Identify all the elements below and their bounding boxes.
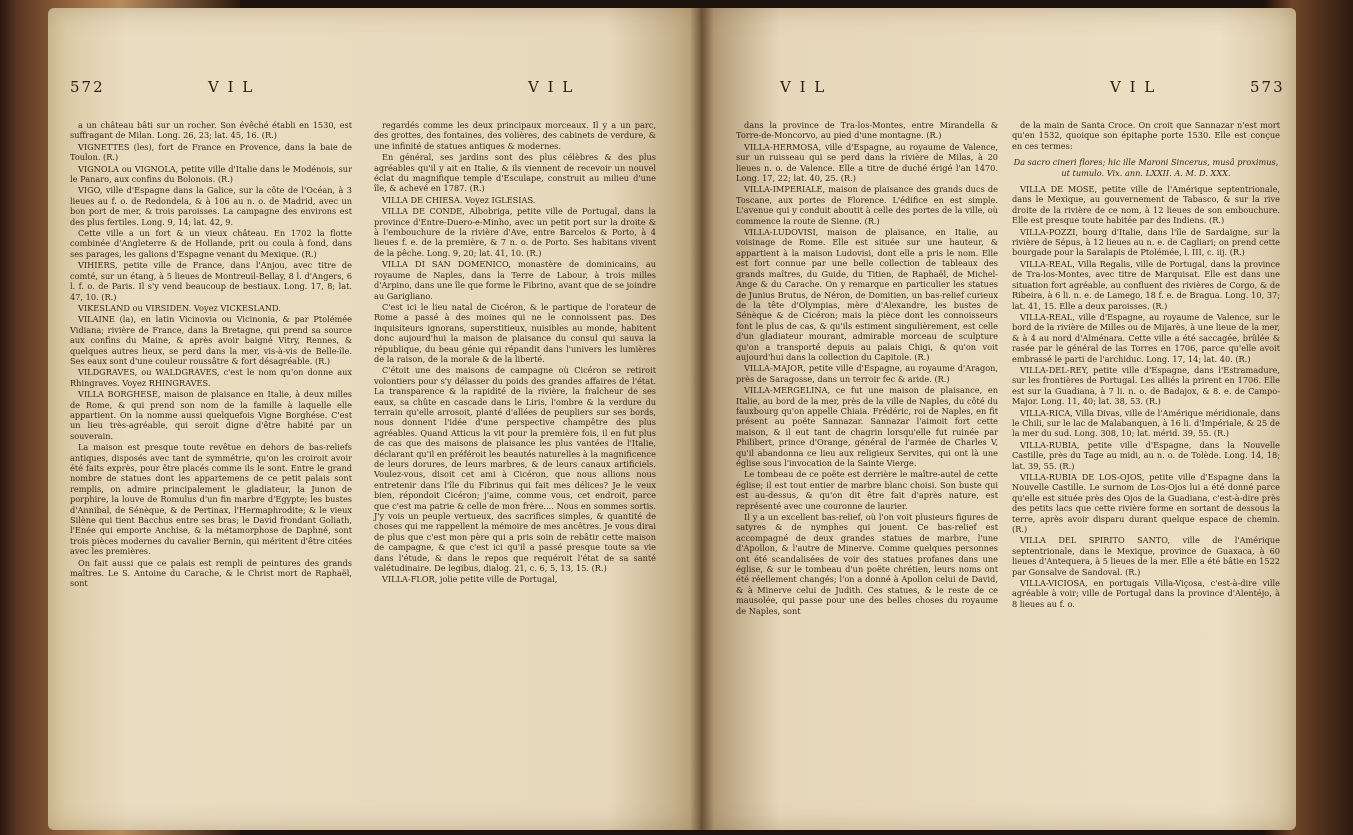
entry-paragraph: On fait aussi que ce palais est rempli de peintures des grands maîtres. Le S. Antoine du Carache, & le Christ mort de Raphaël, sont <box>70 557 352 589</box>
entry-paragraph: VILAINE (la), en latin Vicinovia ou Vicinonia, & par Ptolémée Vidiana; rivière de France, dans la Bretagne, qui prend sa source aux confins du Maine, & après avoir baigné Vitry, Rennes, & quelques autres lieux, se perd dans la mer, vis-à-vis de Belle-île. Ses eaux sont d'une couleur roussâtre & fort désagréable. (R.) <box>70 314 352 366</box>
right-page-number: 573 <box>1250 78 1285 96</box>
entry-paragraph: Da sacro cineri flores; hic ille Maroni Sincerus, musâ proximus, ut tumulo. Vix. ann. LXXII. A. M. D. XXX. <box>1013 157 1279 178</box>
entry-paragraph: VILLA-VICIOSA, en portugais Villa-Viçosa, c'est-à-dire ville agréable à voir; ville de Portugal dans la province d'Alentéjo, à 8 lieues au f. o. <box>1012 578 1280 609</box>
entry-paragraph: VIGNOLA ou VIGNOLA, petite ville d'Italie dans le Modénois, sur le Panaro, aux confins du Bolonois. (R.) <box>70 163 352 185</box>
entry-paragraph: de la main de Santa Croce. On croit que Sannazar n'est mort qu'en 1532, quoique son épitaphe porte 1530. Elle est conçue en ces termes: <box>1012 120 1280 151</box>
entry-paragraph: C'étoit une des maisons de campagne où Cicéron se retiroit volontiers pour s'y délasser du poids des grandes affaires de l'état. La transparence & la rapidité de la rivière, la fraîcheur de ses eaux, sa chûte en cascade dans le Liris, l'ombre & la verdure du terrain qu'elle arrosoit, planté d'allées de peupliers sur ses bords, nous donnent l'idée d'une perspective champêtre des plus agréables. Quand Atticus la vit pour la première fois, il en fut plus de cas que des maisons de plaisance les plus vantées de l'Italie, déclarant qu'il en préféroit les beautés naturelles à la magnificence de leurs dorures, de leurs marbres, & de leurs canaux artificiels. Voulez-vous, disoit cet ami à Cicéron, que nous allions nous entretenir dans l'île du Fibrinus qui fait mes délices? Je le veux bien, répondoit Cicéron; j'aime, comme vous, cet endroit, parce que c'est ma patrie & celle de mon frère.... Nous en sommes sortis. J'y vois un peuple vertueux, des sacrifices simples, & quantité de choses qui me rappellent la mémoire de mes ancêtres. Je vous dirai de plus que c'est mon père qui a pris soin de rebâtir cette maison de campagne, & que c'est ici qu'il a passé presque toute sa vie dans l'étude, & dans le repos que requéroit l'état de sa santé valétudinaire. De legibus, dialog. 21, c. 6, 5, 13, 15. (R.) <box>374 365 656 574</box>
entry-paragraph: VILLA-RICA, Villa Divas, ville de l'Amérique méridionale, dans le Chili, sur le lac de Malabanquen, à 16 li. d'Impériale, & 25 de la mer du sud. Long. 308, 10; lat. mérid. 39, 55. (R.) <box>1012 407 1280 439</box>
right-running-head-2: V I L <box>1110 78 1157 96</box>
left-running-head-2: V I L <box>528 78 575 96</box>
right-page <box>700 8 1296 830</box>
book-gutter <box>690 8 714 830</box>
entry-paragraph: VILLA DEL SPIRITO SANTO, ville de l'Amérique septentrionale, dans le Mexique, province de Guaxaca, à 60 lieues d'Antequera, à 5 lieues de la mer. Elle a été bâtie en 1522 par Gonsalve de Sandoval. (R.) <box>1012 535 1280 577</box>
entry-paragraph: Cette ville a un fort & un vieux château. En 1702 la flotte combinée d'Angleterre & de Hollande, prit ou coula à fond, dans ses parages, les galions d'Espagne venant du Mexique. (R.) <box>70 228 352 259</box>
entry-paragraph: regardés comme les deux principaux morceaux. Il y a un parc, des grottes, des fontaines, des volières, des cabinets de verdure, & une infinité de statues antiques & modernes. <box>374 120 656 151</box>
entry-paragraph: C'est ici le lieu natal de Cicéron, & le partique de l'orateur de Rome a passé à des moines qui ne le connoissent pas. Des inquisiteurs ignorans, superstitieux, nuisibles au monde, habitent donc aujourd'hui la maison de plaisance du consul qui sauva la république, du beau génie qui répandit dans l'univers les lumières de la raison, de la morale & de la liberté. <box>374 301 656 364</box>
entry-paragraph: VILLA BORGHESE, maison de plaisance en Italie, à deux milles de Rome, & qui prend son nom de la famille à laquelle elle appartient. On la nomme aussi quelquefois Vigne Borghése. C'est un lieu très-agréable, qui seroit digne d'être habité par un souverain. <box>70 389 352 441</box>
left-running-head-1: V I L <box>208 78 255 96</box>
left-page-column-1 <box>70 120 352 590</box>
entry-paragraph: En général, ses jardins sont des plus célèbres & des plus agréables qu'il y ait en Italie, & ils viennent de recevoir un nouvel éclat du magnifique temple d'Esculape, construit au milieu d'une île, & achevé en 1787. (R.) <box>374 152 656 194</box>
entry-paragraph: VILLA-POZZI, bourg d'Italie, dans l'île de Sardaigne, sur la rivière de Sépus, à 12 lieues au n. e. de Cagliari; on prend cette bourgade pour la Saralapis de Ptolémée, l. III, c. iij. (R.) <box>1012 226 1280 258</box>
entry-paragraph: Le tombeau de ce poëte est derrière le maître-autel de cette église; il est tout entier de marbre blanc choisi. Son buste qui est au-dessus, & qu'on dit être fait d'après nature, est représenté avec une couronne de laurier. <box>736 469 998 511</box>
entry-paragraph: VILLA-FLOR, jolie petite ville de Portugal, <box>382 574 558 585</box>
entry-paragraph: VILLA-IMPERIALE, maison de plaisance des grands ducs de Toscane, aux portes de Florence. L'édifice en est simple. L'avenue qui y conduit aboutit à celle des portes de la ville, où commence la route de Sienne. (R.) <box>736 184 998 226</box>
entry-paragraph: VILLA-RUBIA, petite ville d'Espagne, dans la Nouvelle Castille, près du Tage au midi, au n. o. de Tolède. Long. 14, 18; lat. 39, 55. (R.) <box>1012 439 1280 471</box>
entry-paragraph: VILLA-REAL, ville d'Espagne, au royaume de Valence, sur le bord de la rivière de Milles ou de Mijarès, à une lieue de la mer, & à 4 au nord d'Alménara. Cette ville a été saccagée, brûlée & rasée par le général de las Torres en 1706, parce qu'elle avoit embrassé le parti de l'archiduc. Long. 17, 14; lat. 40. (R.) <box>1012 311 1280 364</box>
entry-paragraph: VILLA DE CHIESA. Voyez IGLESIAS. <box>382 194 536 205</box>
entry-paragraph: VIGO, ville d'Espagne dans la Galice, sur la côte de l'Océan, à 3 lieues au f. o. de Redondela, & à 106 au n. o. de Madrid, avec un bon port de mer, & trois paroisses. La campagne des environs est des plus fertiles. Long. 9, 14; lat. 42, 9. <box>70 185 352 227</box>
entry-paragraph: VILLA-RUBIA DE LOS-OJOS, petite ville d'Espagne dans la Nouvelle Castille. Le surnom de Los-Ojos lui a été donné parce qu'elle est située près des Ojos de la Guadiana, c'est-à-dire près des petits lacs que cette rivière forme en sortant de dessous la terre, après avoir disparu durant quelque espace de chemin. (R.) <box>1012 472 1280 535</box>
entry-paragraph: VIHIERS, petite ville de France, dans l'Anjou, avec titre de comté, sur un étang, à 5 lieues de Montreuil-Bellay, 8 l. d'Angers, 6 l. f. o. de Paris. Il s'y vend beaucoup de bestiaux. Long. 17, 8; lat. 47, 10. (R.) <box>70 260 352 302</box>
right-page-column-2 <box>1012 120 1280 610</box>
right-running-head-1: V I L <box>780 78 827 96</box>
entry-paragraph: VIKESLAND ou VIRSIDEN. Voyez VICKESLAND. <box>78 302 281 313</box>
entry-paragraph: VIGNETTES (les), fort de France en Provence, dans la baie de Toulon. (R.) <box>70 141 352 163</box>
entry-paragraph: VILLA DE CONDE, Albobriga, petite ville de Portugal, dans la province d'Entre-Duero-e-Minho, avec un petit port sur la droite & à l'embouchure de la rivière d'Ave, entre Barcelos & Porto, à 4 lieues f. e. de la première, & 7 n. o. de Porto. Ses habitans vivent de la pêche. Long. 9, 20; lat. 41, 10. (R.) <box>374 206 656 258</box>
entry-paragraph: VILDGRAVES, ou WALDGRAVES, c'est le nom qu'on donne aux Rhingraves. Voyez RHINGRAVES. <box>70 367 352 388</box>
entry-paragraph: VILLA-DEL-REY, petite ville d'Espagne, dans l'Estramadure, sur les frontières de Portugal. Les alliés la prirent en 1706. Elle est sur la Guadiana, à 7 li. n. o. de Badajox, & 8. e. de Campo-Major. Long. 11, 40; lat. 38, 53. (R.) <box>1012 364 1280 407</box>
entry-paragraph: La maison est presque toute revêtue en dehors de bas-reliefs antiques, disposés avec tant de symmétrie, qu'on les croiroit avoir été faits exprès, pour être placés comme ils le sont. Entre le grand nombre de statues dont les appartemens de ce petit palais sont remplis, on admire principalement le gladiateur, la Junon de porphire, la louve de Romulus d'un fin marbre d'Egypte; les bustes d'Annibal, de Sénèque, & de Pertinax, l'Hermaphrodite; & le vieux Silène qui tient Bacchus entre ses bras; le David frondant Goliath, l'Enée qui emporte Anchise, & la métamorphose de Daphné, sont trois pièces modernes du cavalier Bernin, qui méritent d'être citées avec les premières. <box>70 442 352 557</box>
entry-paragraph: Il y a un excellent bas-relief, où l'on voit plusieurs figures de satyres & de nymphes qui jouent. Ce bas-relief est accompagné de deux grandes statues de marbre, l'une d'Apollon, & l'autre de Minerve. Comme quelques personnes ont été scandalisées de voir des statues profanes dans une église, & sur le tombeau d'un poëte chrétien, leurs noms ont été réellement changés; l'on a donné à Apollon celui de David, & à Minerve celui de Judith. Ces statues, & le reste de ce mausolée, qui passe pour une des belles choses du royaume de Naples, sont <box>736 512 998 616</box>
left-page-number: 572 <box>70 78 105 96</box>
entry-paragraph: a un château bâti sur un rocher. Son évêché établi en 1530, est suffragant de Milan. Long. 26, 23; lat. 45, 16. (R.) <box>70 120 352 141</box>
entry-paragraph: dans la province de Tra-los-Montes, entre Mirandella & Torre-de-Moncorvo, au pied d'une montagne. (R.) <box>736 120 998 141</box>
entry-paragraph: VILLA-LUDOVISI, maison de plaisance, en Italie, au voisinage de Rome. Elle est située sur une hauteur, & appartient à la maison Ludovisi, dont elle a pris le nom. Elle est fort connue par une belle collection de tableaux des grands maîtres, du Guide, du Titien, de Raphaël, de Michel-Ange & du Carache. On y remarque en particulier les statues de Junius Brutus, de Néron, de Domitien, un bas-relief curieux de la tête d'Olympias, mère d'Alexandre, les bustes de Sénèque & de Cicéron; mais la pièce dont les connoisseurs font le plus de cas, & qu'ils estiment singulièrement, est celle d'un gladiateur mourant, admirable morceau de sculpture qu'on a transporté depuis au palais Chigi, & qu'on voit aujourd'hui dans la collection du Capitole. (R.) <box>736 227 998 362</box>
entry-paragraph: VILLA-MAJOR, petite ville d'Espagne, au royaume d'Aragon, près de Saragosse, dans un terroir fec & aride. (R.) <box>736 363 998 384</box>
entry-paragraph: VILLA DI SAN DOMENICO, monastère de dominicains, au royaume de Naples, dans la Terre de Labour, à trois milles d'Arpino, dans une île que forme le Fibrino, avant que de se joindre au Garigliano. <box>374 259 656 301</box>
right-page-column-1 <box>736 120 998 617</box>
entry-paragraph: VILLA-REAL, Villa Regalis, ville de Portugal, dans la province de Tra-los-Montes, avec titre de Marquisat. Elle est dans une situation fort agréable, au confluent des rivières de Corgo, & de Ribeira, à 6 li. n. e. de Lamego, 18 f. e. de Bragua. Long. 10, 37; lat. 41, 15. Elle a deux paroisses. (R.) <box>1012 258 1280 311</box>
left-page <box>48 8 700 830</box>
entry-paragraph: VILLA-MERGELINA, ce fut une maison de plaisance, en Italie, au bord de la mer, près de la ville de Naples, du côté du fauxbourg qu'on appelle Chiaia. Frédéric, roi de Naples, en fit présent au poëte Sannazar. Sannazar l'aimoit fort cette maison, & il eut tant de chagrin lorsqu'elle fut ruinée par Philibert, prince d'Orange, général de l'armée de Charles V, qu'il abandonna ce lieu aux religieux Servites, qui ont là une église sous l'invocation de la Sainte Vierge. <box>736 385 998 468</box>
left-page-column-2 <box>374 120 656 586</box>
entry-paragraph: VILLA-HERMOSA, ville d'Espagne, au royaume de Valence, sur un ruisseau qui se perd dans la rivière de Milas, à 20 lieues n. o. de Valence. Elle a titre de duché érigé l'an 1470. Long. 17, 22; lat. 40, 25. (R.) <box>736 141 998 184</box>
entry-paragraph: VILLA DE MOSE, petite ville de l'Amérique septentrionale, dans le Mexique, au gouvernement de Tabasco, & sur la rive droite de la rivière de ce nom, à 12 lieues de son embouchure. Elle est presque toute habitée par des Indiens. (R.) <box>1012 184 1280 226</box>
